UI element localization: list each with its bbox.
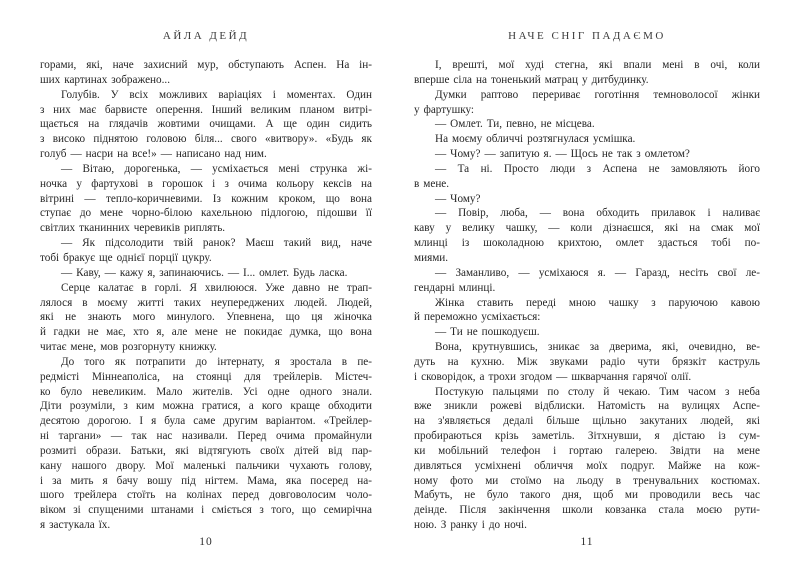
text-line: ко було невеликим. Мало жителів. Усі одне одного знали.	[40, 385, 372, 398]
text-line: — Ти не пошкодуєш.	[435, 326, 540, 339]
page-number: 11	[580, 536, 594, 548]
text-line: десятою дорогою. І я була саме другим варіантом. «Трейлер-	[40, 415, 372, 428]
text-line: й переможно усміхається:	[414, 311, 541, 324]
text-line: світлих тканинних черевиків риплять.	[40, 222, 226, 235]
text-line: каву у велику чашку, — коли дізнаєшся, які на смак мої	[414, 222, 760, 235]
text-line: дивляться усміхнені обличчя моїх подруг. Майже на кож-	[414, 459, 760, 472]
text-line: розмиті образи. Батьки, які відтягують своїх дітей від пар-	[40, 444, 372, 457]
text-line: вітрині — тепло-коричневими. Із кожним кроком, що вона	[40, 192, 372, 205]
text-line: Жінка ставить переді мною чашку з паруючою кавою	[435, 296, 760, 309]
text-line: ному фото ми стоїмо на льоду в тренувальних костюмах.	[414, 474, 760, 487]
text-line: горами, які, наче захисний мур, обступають Аспен. На ін-	[40, 59, 372, 71]
text-line: До того як потрапити до інтернату, я зростала в пе-	[61, 355, 372, 368]
text-line: — Заманливо, — усміхаюся я. — Гаразд, несіть свої ле-	[435, 266, 760, 279]
text-line: Думки раптово перериває гоготіння темноволосої жінки	[435, 88, 760, 101]
page-body	[414, 58, 760, 533]
text-line: ні таргани» — так нас називали. Перед очима промайнули	[40, 430, 372, 443]
text-line: вже зникли рожеві відблиски. Натомість на вулицях Аспе-	[414, 400, 760, 413]
text-line: які не знають мого минулого. Упевнена, що ця жіночка	[40, 311, 372, 324]
text-line: ною. З ранку і до ночі.	[414, 519, 527, 532]
page-body	[40, 58, 372, 533]
text-line: в мене.	[414, 177, 450, 190]
text-line: я застукала їх.	[40, 519, 111, 532]
text-line: Постукую пальцями по столу й чекаю. Тим часом з неба	[435, 385, 760, 398]
text-line: щається на глядачів жовтими очищами. А ще один сидить	[40, 118, 372, 131]
text-line: Вона, крутнувшись, зникає за дверима, які, очевидно, ве-	[435, 341, 760, 354]
text-line: віком зі спущеними штанами і сміється з того, що семирічна	[40, 504, 372, 517]
text-line: редмісті Міннеаполіса, на стоянці для трейлерів. Містеч-	[40, 370, 372, 383]
text-line: деінде. Після закінчення школи ковзанка стала моєю рути-	[414, 504, 760, 517]
running-header-author: АЙЛА ДЕЙД	[162, 30, 250, 42]
text-line: — Чому? — запитую я. — Щось не так з омлетом?	[435, 148, 690, 161]
page-right	[414, 0, 760, 579]
text-line: Серце калатає в горлі. Я хвилююся. Уже давно не трап-	[61, 281, 372, 294]
text-line: кану нашого двору. Мої маленькі пальчики чухають голову,	[40, 459, 372, 472]
text-line: пробираються крізь заметіль. Зітхнувши, я дістаю із сум-	[414, 430, 760, 443]
text-line: — Як підсолодити твій ранок? Маєш такий вид, наче	[61, 237, 372, 250]
text-line: На моєму обличчі розтягнулася усмішка.	[435, 133, 636, 146]
text-line: гендарні млинці.	[414, 281, 496, 294]
text-line: з високо піднятою головою біля... свого «витвору». «Будь як	[40, 133, 372, 146]
text-line: — Та ні. Просто люди з Аспена не замовляють його	[435, 162, 760, 175]
text-line: Мабуть, не було такого дня, щоб ми проводили весь час	[414, 489, 760, 502]
text-line: — Вітаю, дорогенька, — усміхається мені струнка жі-	[61, 162, 372, 175]
text-line: вперше сіла на тоненький матрац у дитбудинку.	[414, 73, 649, 86]
text-line: ки мобільний телефон і гортаю галерею. Звідти на мене	[414, 444, 760, 457]
text-line: читає мене, мов розгорнуту книжку.	[40, 341, 217, 354]
text-line: тобі бракує ще однієї порції цукру.	[40, 251, 212, 264]
text-line: лялося в моєму житті таких неупереджених людей. Людей,	[40, 296, 372, 309]
text-line: миями.	[414, 251, 449, 264]
page-left	[40, 0, 372, 579]
text-line: — Каву, — кажу я, запинаючись. — І... омлет. Будь ласка.	[61, 266, 348, 279]
page-number: 10	[199, 536, 213, 548]
running-header-title: НАЧЕ СНІГ ПАДАЄМО	[508, 30, 666, 42]
text-line: голуб — насри на все!» — написано над ним.	[40, 148, 267, 161]
text-line: з них має барвисте оперення. Інший великим планом витрі-	[40, 103, 372, 116]
text-line: і сковорідок, а трохи згодом — шкварчання гарячої олії.	[414, 370, 692, 383]
text-line: — Чому?	[435, 192, 481, 205]
text-line: дуть на кухню. Між звуками радіо чути брязкіт каструль	[414, 355, 760, 368]
text-line: млинці із шоколадною крихтою, омлет здасться тобі по-	[414, 237, 760, 250]
text-line: Голубів. У всіх можливих варіаціях і моментах. Один	[61, 88, 372, 101]
text-line: — Омлет. Ти, певно, не місцева.	[435, 118, 595, 131]
text-line: — Повір, люба, — вона обходить прилавок і наливає	[435, 207, 760, 220]
text-line: і за мить я бачу вошу під нігтем. Мама, яка посеред на-	[40, 474, 372, 487]
text-line: ших картинах зображено...	[40, 73, 171, 86]
text-line: ступає до мене чорно-білою кахельною підлогою, підошви її	[40, 207, 372, 220]
text-line: у фартушку:	[414, 103, 475, 116]
text-line: Діти розуміли, з ким можна гратися, а кого краще обходити	[40, 400, 372, 413]
text-line: ночка у фартухові в горошок і з очима кольору кексів на	[40, 177, 372, 190]
text-line: І, врешті, мої худі стегна, які впали мені в очі, коли	[435, 59, 760, 71]
text-line: шого трейлера стоїть на колінах перед довговолосим чоло-	[40, 489, 372, 502]
text-line: й гадки не має, хто я, але мене не покидає думка, що вона	[40, 326, 372, 339]
text-line: на з'являється дедалі більше щільно закутаних людей, які	[414, 415, 760, 428]
